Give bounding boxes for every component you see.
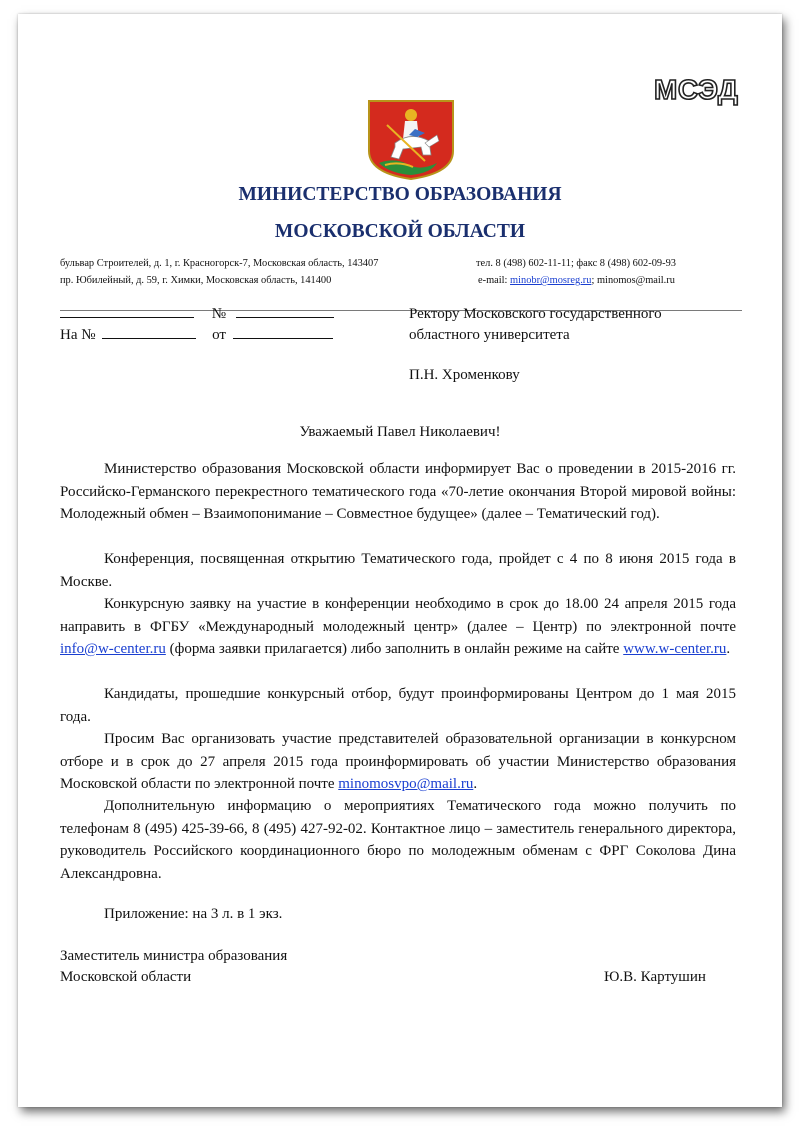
address-line-1: бульвар Строителей, д. 1, г. Красногорск-7, Московская область, 143407 [60, 258, 379, 269]
incoming-reg-line [60, 324, 333, 347]
coat-of-arms-icon [365, 99, 457, 181]
address-line-2: пр. Юбилейный, д. 59, г. Химки, Московская область, 141400 [60, 275, 332, 286]
link-minomosvpo[interactable]: minomosvpo@mail.ru [338, 776, 474, 792]
na-num-label: На № [60, 327, 96, 343]
link-info-w-center[interactable]: info@w-center.ru [60, 641, 166, 657]
email-line [478, 275, 675, 286]
reg-num-blank [236, 303, 334, 318]
ministry-title-line2: МОСКОВСКОЙ ОБЛАСТИ [274, 221, 526, 242]
paragraph-2: Конференция, посвященная открытию Тематического года, пройдет с 4 по 8 июня 2015 года в Москве. [60, 551, 736, 590]
p3-text-b: (форма заявки прилагается) либо заполнить в онлайн режиме на сайте [165, 641, 624, 657]
reg-num-label: № [211, 306, 227, 322]
link-w-center-site[interactable]: www.w-center.ru [623, 641, 727, 657]
ot-date-blank [233, 324, 333, 339]
attachment-note: Приложение: на 3 л. в 1 экз. [104, 906, 283, 922]
email-minomos: minomos@mail.ru [596, 275, 675, 286]
paragraph-3 [60, 593, 736, 661]
paragraph-1: Министерство образования Московской области информирует Вас о проведении в 2015-2016 гг. Российско-Германского перекрестного тематического года «70-летие окончания Второй мировой войны: Молодежный обмен – Взаимопонимание – Совместное будущее» (далее – Тематический год). [60, 461, 736, 522]
recipient-name: П.Н. Хроменкову [409, 367, 520, 383]
p5-text-a: Просим Вас организовать участие представителей образовательной организации в конкурсном отборе и в срок до 27 апреля 2015 года проинформировать об участии Министерство образования Московской области по электронной почте [60, 731, 736, 792]
ministry-title-line1: МИНИСТЕРСТВО ОБРАЗОВАНИЯ [238, 184, 562, 205]
recipient-line-1: Ректору Московского государственного [409, 306, 662, 322]
paragraph-5 [60, 728, 736, 796]
signer-name: Ю.В. Картушин [604, 969, 706, 985]
signer-title-2: Московской области [60, 969, 192, 985]
paragraph-6: Дополнительную информацию о мероприятиях Тематического года можно получить по телефонам 8 (495) 425-39-66, 8 (495) 427-92-02. Контактное лицо – заместитель генерального директора, руководитель Российского координационного бюро по молодежным обменам с ФРГ Соколова Дина Александровна. [60, 798, 736, 882]
reg-date-blank [60, 303, 194, 318]
signer-title-1: Заместитель министра образования [60, 948, 288, 964]
phone-fax: тел. 8 (498) 602-11-11; факс 8 (498) 602-09-93 [476, 258, 676, 269]
na-num-blank [102, 324, 196, 339]
msed-stamp: МСЭД [654, 74, 739, 105]
outgoing-reg-line [60, 303, 334, 326]
greeting: Уважаемый Павел Николаевич! [299, 424, 501, 440]
p3-text-a: Конкурсную заявку на участие в конференции необходимо в срок до 18.00 24 апреля 2015 года направить в ФГБУ «Международный молодежный центр» (далее – Центр) по электронной почте [60, 596, 736, 635]
p5-text-b: . [473, 776, 478, 792]
paragraph-4: Кандидаты, прошедшие конкурсный отбор, будут проинформированы Центром до 1 мая 2015 года. [60, 686, 736, 725]
p3-text-c: . [726, 641, 731, 657]
email-prefix: e-mail: [478, 275, 511, 286]
ot-label: от [212, 327, 226, 343]
recipient-line-2: областного университета [409, 327, 570, 343]
email-link-minobr[interactable]: minobr@mosreg.ru [510, 275, 592, 286]
document-page [18, 14, 782, 1107]
email-separator: ; [591, 275, 597, 286]
